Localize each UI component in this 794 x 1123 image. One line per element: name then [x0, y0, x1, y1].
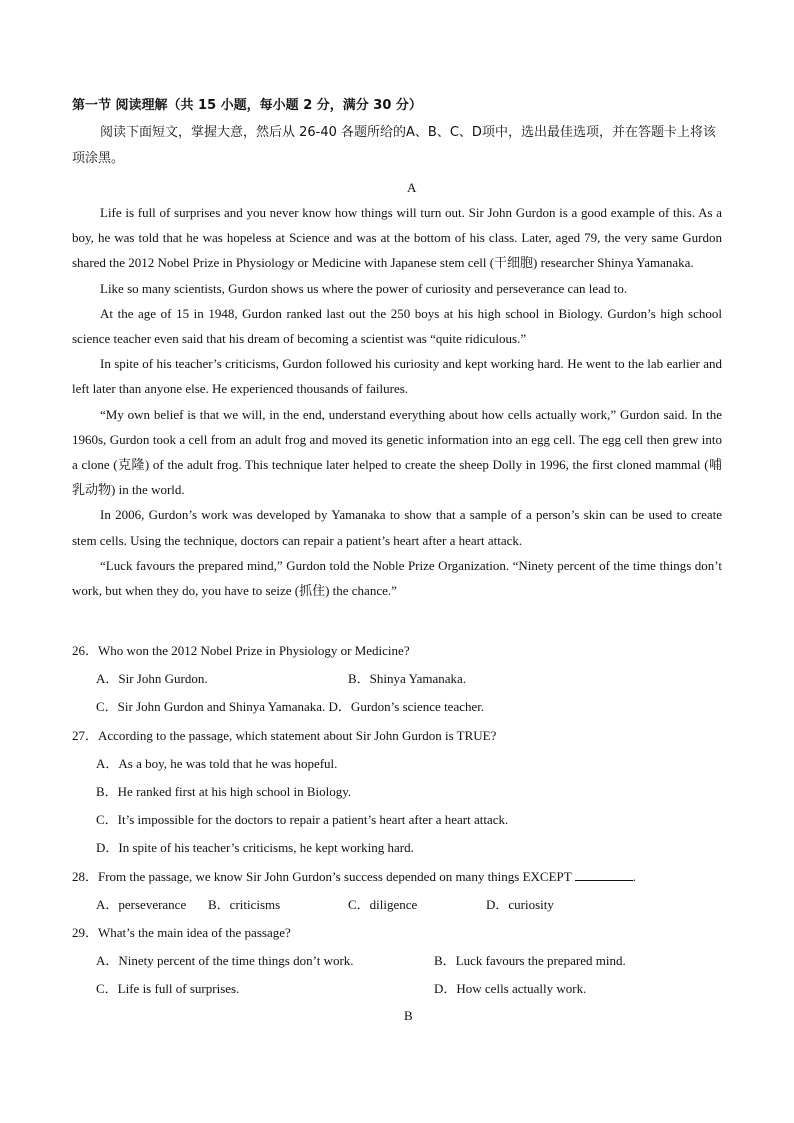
option-a[interactable]: A．As a boy, he was told that he was hopeful. [96, 755, 338, 771]
question-26 [72, 637, 732, 722]
passage-paragraph: “My own belief is that we will, in the end, understand everything about how cells actually work,” Gurdon said. In the 1960s, Gurdon took a cell from an adult frog and moved its genetic information into an egg cell. The egg cell then grew into a clone (克隆) of the adult frog. This technique later helped to create the sheep Dolly in 1996, the first cloned mammal (哺乳动物) in the world. [72, 406, 722, 498]
section-title: 第一节 阅读理解（共 15 小题，每小题 2 分，满分 30 分） [72, 98, 422, 113]
question-stem: 28．From the passage, we know Sir John Gurdon’s success depended on many things EXCEPT [72, 868, 572, 884]
options-row [72, 693, 732, 721]
question-stem: 27．According to the passage, which statement about Sir John Gurdon is TRUE? [72, 727, 497, 743]
question-29 [72, 919, 732, 1004]
options-row [72, 891, 732, 919]
passage-paragraph: In spite of his teacher’s criticisms, Gurdon followed his curiosity and kept working hard. He went to the lab earlier and left later than anyone else. He experienced thousands of failures. [72, 356, 722, 397]
option-c[interactable]: C．Life is full of surprises. [96, 981, 240, 997]
questions [72, 637, 732, 1004]
question-stem: 29．What’s the main idea of the passage? [72, 924, 291, 940]
option-b[interactable]: B．criticisms [208, 896, 281, 912]
question-stem-end: . [632, 868, 636, 884]
passage-b-label: B [404, 1008, 413, 1023]
question-stem: 26．Who won the 2012 Nobel Prize in Physiology or Medicine? [72, 643, 410, 658]
passage-a-label: A [407, 180, 417, 195]
option-a[interactable]: A．Sir John Gurdon. [96, 671, 208, 687]
passage-paragraph: Like so many scientists, Gurdon shows us where the power of curiosity and perseverance can lead to. [100, 280, 628, 296]
options-row [72, 834, 732, 862]
instructions: 阅读下面短文，掌握大意，然后从 26-40 各题所给的A、B、C、D项中，选出最佳选项，并在答题卡上将该项涂黑。 [72, 125, 716, 166]
question-28 [72, 863, 732, 919]
option-d[interactable]: D．In spite of his teacher’s criticisms, he kept working hard. [96, 840, 414, 856]
passage-paragraph: Life is full of surprises and you never know how things will turn out. Sir John Gurdon is a good example of this. As a boy, he was told that he was hopeless at Science and was at the bottom of his class. Later, aged 79, the very same Gurdon shared the 2012 Nobel Prize in Physiology or Medicine with Japanese stem cell (干细胞) researcher Shinya Yamanaka. [72, 205, 722, 271]
option-a[interactable]: A．Ninety percent of the time things don’t work. [96, 953, 354, 969]
option-c-d[interactable]: C．Sir John Gurdon and Shinya Yamanaka. D．Gurdon’s science teacher. [96, 699, 485, 715]
option-b[interactable]: B．Luck favours the prepared mind. [434, 953, 626, 969]
passage-a [72, 200, 722, 603]
passage-paragraph: “Luck favours the prepared mind,” Gurdon told the Noble Prize Organization. “Ninety percent of the time things don’t work, but when they do, you have to seize (抓住) the chance.” [72, 557, 722, 599]
options-row [72, 665, 732, 693]
question-27 [72, 722, 732, 863]
option-c[interactable]: C．diligence [348, 896, 418, 912]
answer-blank [575, 868, 633, 881]
option-d[interactable]: D．curiosity [486, 896, 554, 912]
option-b[interactable]: B．He ranked first at his high school in Biology. [96, 783, 352, 799]
passage-paragraph: At the age of 15 in 1948, Gurdon ranked last out the 250 boys at his high school in Biology. Gurdon’s high school science teacher even said that his dream of becoming a scientist was “quite ridiculous.” [72, 305, 722, 347]
option-b[interactable]: B．Shinya Yamanaka. [348, 671, 467, 687]
options-row [72, 975, 732, 1003]
options-row [72, 778, 732, 806]
option-a[interactable]: A．perseverance [96, 896, 187, 912]
options-row [72, 750, 732, 778]
passage-paragraph: In 2006, Gurdon’s work was developed by Yamanaka to show that a sample of a person’s skin can be used to create stem cells. Using the technique, doctors can repair a patient’s heart after a heart attack. [72, 507, 722, 548]
option-d[interactable]: D．How cells actually work. [434, 981, 587, 997]
question-stem-line [72, 863, 732, 891]
options-row [72, 806, 732, 834]
options-row [72, 947, 732, 975]
option-c[interactable]: C．It’s impossible for the doctors to repair a patient’s heart after a heart attack. [96, 812, 509, 828]
